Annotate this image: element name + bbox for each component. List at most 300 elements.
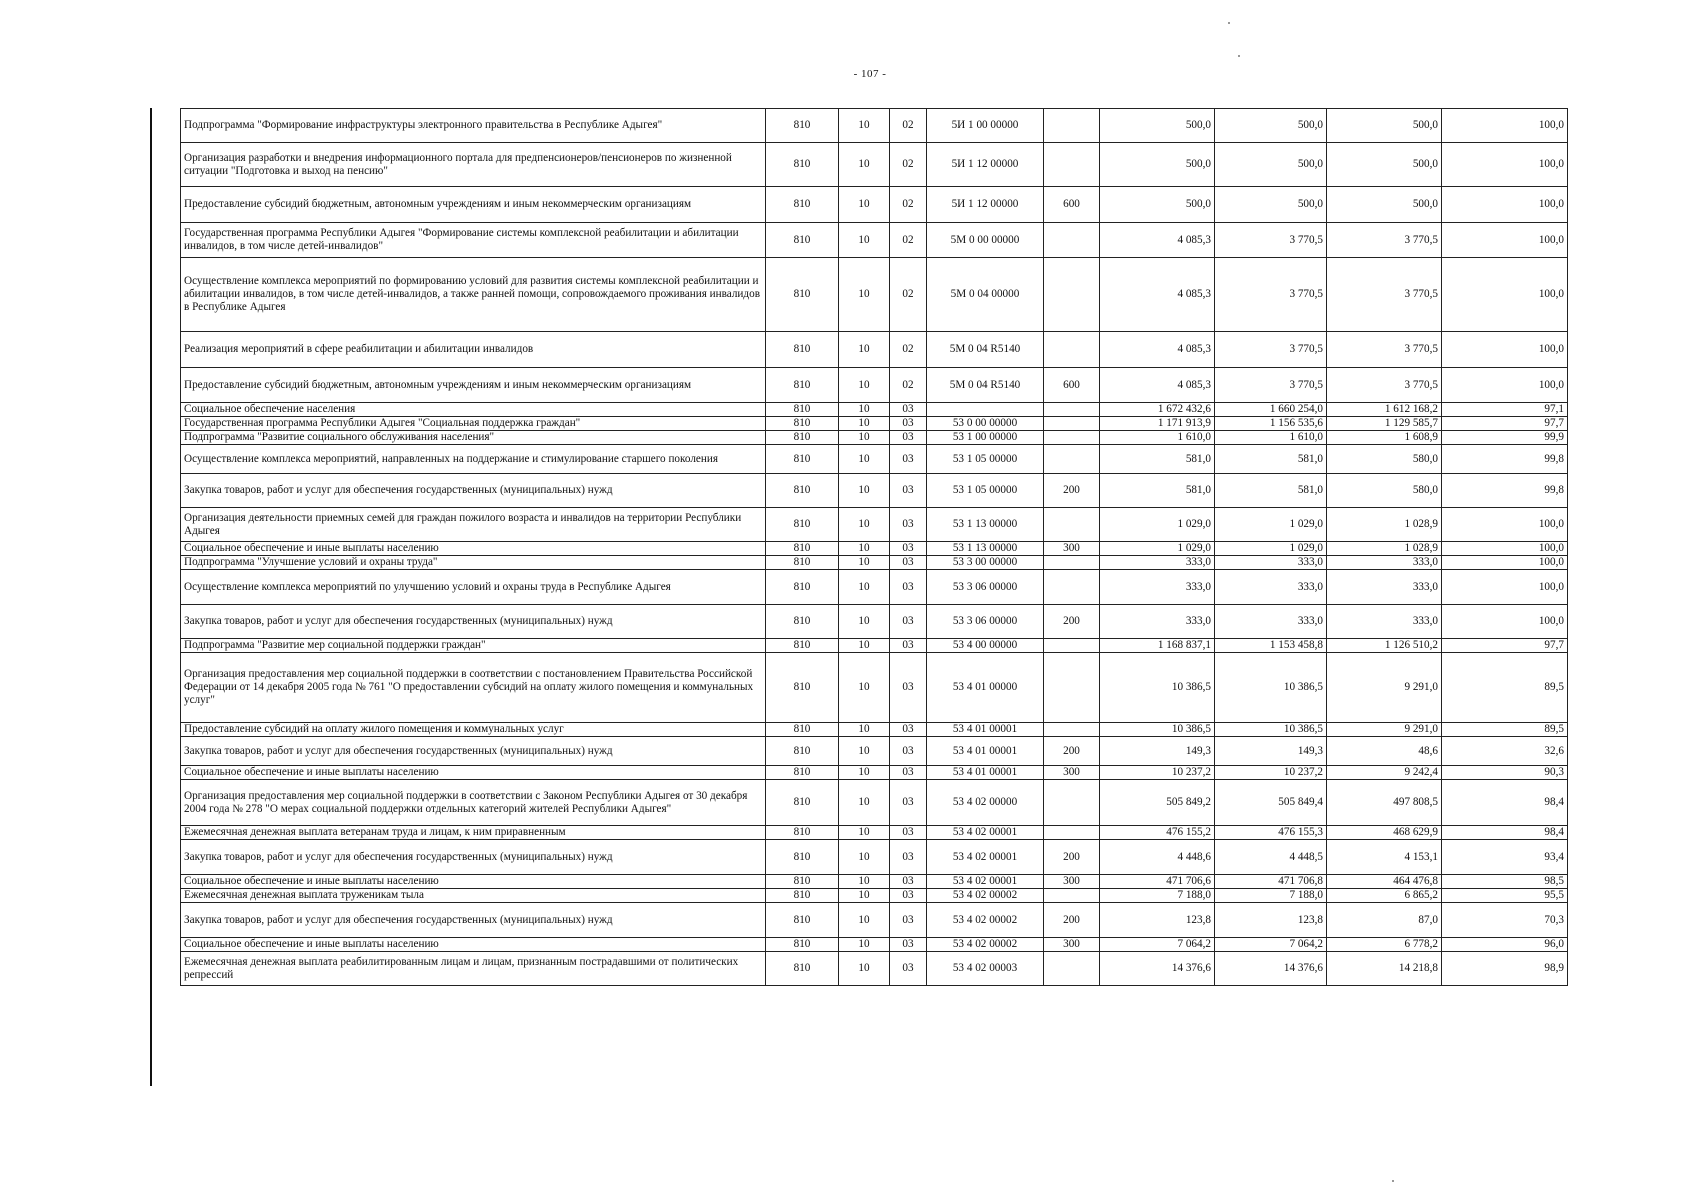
row-subsection-code: 03 xyxy=(890,780,927,826)
row-target-article: 53 4 00 00000 xyxy=(927,639,1044,653)
row-expense-type xyxy=(1044,431,1100,445)
row-ved-code: 810 xyxy=(766,889,839,903)
row-ved-code: 810 xyxy=(766,570,839,605)
row-expense-type xyxy=(1044,508,1100,542)
row-ved-code: 810 xyxy=(766,639,839,653)
table-row xyxy=(181,143,1568,187)
row-execution-percent: 98,5 xyxy=(1442,875,1568,889)
scan-speck xyxy=(1228,22,1230,24)
budget-table xyxy=(180,108,1568,986)
row-expense-type xyxy=(1044,826,1100,840)
row-section-code: 10 xyxy=(839,875,890,889)
row-refined-plan-amount: 1 153 458,8 xyxy=(1215,639,1327,653)
row-name: Предоставление субсидий бюджетным, автономным учреждениям и иным некоммерческим организациям xyxy=(181,368,766,403)
row-plan-amount: 4 085,3 xyxy=(1100,332,1215,368)
row-execution-percent: 100,0 xyxy=(1442,542,1568,556)
row-refined-plan-amount: 14 376,6 xyxy=(1215,952,1327,986)
row-executed-amount: 1 129 585,7 xyxy=(1327,417,1442,431)
row-target-article: 53 1 05 00000 xyxy=(927,474,1044,508)
row-plan-amount: 14 376,6 xyxy=(1100,952,1215,986)
row-refined-plan-amount: 505 849,4 xyxy=(1215,780,1327,826)
row-subsection-code: 03 xyxy=(890,417,927,431)
row-execution-percent: 97,7 xyxy=(1442,417,1568,431)
row-target-article: 53 4 01 00001 xyxy=(927,766,1044,780)
row-ved-code: 810 xyxy=(766,737,839,766)
row-plan-amount: 149,3 xyxy=(1100,737,1215,766)
row-name: Подпрограмма "Формирование инфраструктуры электронного правительства в Республике Адыгея" xyxy=(181,109,766,143)
row-name: Закупка товаров, работ и услуг для обеспечения государственных (муниципальных) нужд xyxy=(181,903,766,938)
row-ved-code: 810 xyxy=(766,223,839,258)
row-target-article: 53 1 05 00000 xyxy=(927,445,1044,474)
table-row xyxy=(181,938,1568,952)
row-name: Подпрограмма "Развитие социального обслуживания населения" xyxy=(181,431,766,445)
row-refined-plan-amount: 3 770,5 xyxy=(1215,223,1327,258)
row-subsection-code: 03 xyxy=(890,542,927,556)
row-executed-amount: 4 153,1 xyxy=(1327,840,1442,875)
row-section-code: 10 xyxy=(839,417,890,431)
row-refined-plan-amount: 3 770,5 xyxy=(1215,368,1327,403)
row-name: Организация деятельности приемных семей для граждан пожилого возраста и инвалидов на территории Республики Адыгея xyxy=(181,508,766,542)
row-execution-percent: 95,5 xyxy=(1442,889,1568,903)
row-subsection-code: 03 xyxy=(890,723,927,737)
row-ved-code: 810 xyxy=(766,723,839,737)
row-execution-percent: 100,0 xyxy=(1442,508,1568,542)
row-target-article: 5И 1 12 00000 xyxy=(927,187,1044,223)
row-executed-amount: 3 770,5 xyxy=(1327,332,1442,368)
row-ved-code: 810 xyxy=(766,332,839,368)
row-name: Социальное обеспечение населения xyxy=(181,403,766,417)
row-name: Реализация мероприятий в сфере реабилитации и абилитации инвалидов xyxy=(181,332,766,368)
row-execution-percent: 97,7 xyxy=(1442,639,1568,653)
row-name: Государственная программа Республики Адыгея "Социальная поддержка граждан" xyxy=(181,417,766,431)
row-refined-plan-amount: 333,0 xyxy=(1215,570,1327,605)
row-expense-type: 200 xyxy=(1044,737,1100,766)
row-subsection-code: 03 xyxy=(890,938,927,952)
row-name: Предоставление субсидий бюджетным, автономным учреждениям и иным некоммерческим организациям xyxy=(181,187,766,223)
row-execution-percent: 99,9 xyxy=(1442,431,1568,445)
row-name: Осуществление комплекса мероприятий по формированию условий для развития системы комплексной реабилитации и абилитации инвалидов, в том числе детей-инвалидов, а также ранней помощи, сопровождаемого проживания инвалидов в Республике Адыгея xyxy=(181,258,766,332)
row-section-code: 10 xyxy=(839,570,890,605)
row-ved-code: 810 xyxy=(766,403,839,417)
row-section-code: 10 xyxy=(839,332,890,368)
row-target-article: 53 4 02 00001 xyxy=(927,826,1044,840)
row-execution-percent: 98,4 xyxy=(1442,826,1568,840)
row-execution-percent: 100,0 xyxy=(1442,368,1568,403)
row-ved-code: 810 xyxy=(766,952,839,986)
row-ved-code: 810 xyxy=(766,431,839,445)
row-section-code: 10 xyxy=(839,556,890,570)
row-expense-type xyxy=(1044,445,1100,474)
row-subsection-code: 02 xyxy=(890,109,927,143)
row-execution-percent: 98,9 xyxy=(1442,952,1568,986)
row-expense-type xyxy=(1044,223,1100,258)
row-expense-type: 600 xyxy=(1044,187,1100,223)
row-target-article: 5М 0 04 00000 xyxy=(927,258,1044,332)
row-ved-code: 810 xyxy=(766,875,839,889)
row-ved-code: 810 xyxy=(766,840,839,875)
row-ved-code: 810 xyxy=(766,605,839,639)
row-refined-plan-amount: 500,0 xyxy=(1215,109,1327,143)
row-name: Ежемесячная денежная выплата ветеранам труда и лицам, к ним приравненным xyxy=(181,826,766,840)
row-ved-code: 810 xyxy=(766,653,839,723)
row-target-article: 5М 0 00 00000 xyxy=(927,223,1044,258)
row-section-code: 10 xyxy=(839,403,890,417)
row-section-code: 10 xyxy=(839,766,890,780)
row-executed-amount: 3 770,5 xyxy=(1327,223,1442,258)
row-executed-amount: 48,6 xyxy=(1327,737,1442,766)
row-refined-plan-amount: 10 386,5 xyxy=(1215,653,1327,723)
row-execution-percent: 89,5 xyxy=(1442,723,1568,737)
row-subsection-code: 03 xyxy=(890,875,927,889)
table-row xyxy=(181,952,1568,986)
row-executed-amount: 500,0 xyxy=(1327,187,1442,223)
row-ved-code: 810 xyxy=(766,417,839,431)
table-row xyxy=(181,368,1568,403)
row-plan-amount: 333,0 xyxy=(1100,570,1215,605)
row-plan-amount: 500,0 xyxy=(1100,143,1215,187)
row-plan-amount: 471 706,6 xyxy=(1100,875,1215,889)
row-target-article: 53 4 02 00000 xyxy=(927,780,1044,826)
row-executed-amount: 1 028,9 xyxy=(1327,542,1442,556)
row-expense-type xyxy=(1044,258,1100,332)
table-row xyxy=(181,556,1568,570)
row-plan-amount: 500,0 xyxy=(1100,109,1215,143)
row-execution-percent: 32,6 xyxy=(1442,737,1568,766)
row-expense-type: 600 xyxy=(1044,368,1100,403)
row-execution-percent: 93,4 xyxy=(1442,840,1568,875)
row-ved-code: 810 xyxy=(766,187,839,223)
row-executed-amount: 497 808,5 xyxy=(1327,780,1442,826)
row-subsection-code: 03 xyxy=(890,952,927,986)
row-expense-type xyxy=(1044,780,1100,826)
row-plan-amount: 4 448,6 xyxy=(1100,840,1215,875)
row-executed-amount: 333,0 xyxy=(1327,605,1442,639)
row-executed-amount: 1 612 168,2 xyxy=(1327,403,1442,417)
row-subsection-code: 03 xyxy=(890,431,927,445)
row-section-code: 10 xyxy=(839,952,890,986)
row-executed-amount: 1 608,9 xyxy=(1327,431,1442,445)
row-name: Предоставление субсидий на оплату жилого помещения и коммунальных услуг xyxy=(181,723,766,737)
row-target-article: 53 0 00 00000 xyxy=(927,417,1044,431)
row-subsection-code: 03 xyxy=(890,766,927,780)
row-expense-type xyxy=(1044,723,1100,737)
row-plan-amount: 1 171 913,9 xyxy=(1100,417,1215,431)
row-target-article: 53 4 02 00001 xyxy=(927,875,1044,889)
scan-speck xyxy=(1238,55,1240,57)
row-target-article: 53 1 00 00000 xyxy=(927,431,1044,445)
row-subsection-code: 03 xyxy=(890,605,927,639)
row-expense-type xyxy=(1044,570,1100,605)
row-plan-amount: 1 610,0 xyxy=(1100,431,1215,445)
row-ved-code: 810 xyxy=(766,474,839,508)
row-refined-plan-amount: 333,0 xyxy=(1215,605,1327,639)
row-execution-percent: 98,4 xyxy=(1442,780,1568,826)
table-row xyxy=(181,223,1568,258)
row-plan-amount: 10 237,2 xyxy=(1100,766,1215,780)
row-name: Подпрограмма "Улучшение условий и охраны труда" xyxy=(181,556,766,570)
row-refined-plan-amount: 3 770,5 xyxy=(1215,258,1327,332)
row-executed-amount: 500,0 xyxy=(1327,109,1442,143)
row-execution-percent: 70,3 xyxy=(1442,903,1568,938)
row-subsection-code: 03 xyxy=(890,508,927,542)
row-subsection-code: 03 xyxy=(890,570,927,605)
row-refined-plan-amount: 471 706,8 xyxy=(1215,875,1327,889)
table-row xyxy=(181,875,1568,889)
row-refined-plan-amount: 149,3 xyxy=(1215,737,1327,766)
row-name: Организация предоставления мер социальной поддержки в соответствии с постановлением Правительства Российской Федерации от 14 декабря 2005 года № 761 "О предоставлении субсидий на оплату жилого помещения и коммунальных услуг" xyxy=(181,653,766,723)
row-name: Государственная программа Республики Адыгея "Формирование системы комплексной реабилитации и абилитации инвалидов, в том числе детей-инвалидов" xyxy=(181,223,766,258)
row-target-article: 53 3 00 00000 xyxy=(927,556,1044,570)
row-execution-percent: 100,0 xyxy=(1442,258,1568,332)
row-refined-plan-amount: 7 188,0 xyxy=(1215,889,1327,903)
row-subsection-code: 03 xyxy=(890,556,927,570)
row-plan-amount: 1 672 432,6 xyxy=(1100,403,1215,417)
row-expense-type xyxy=(1044,143,1100,187)
row-section-code: 10 xyxy=(839,639,890,653)
row-execution-percent: 100,0 xyxy=(1442,570,1568,605)
row-plan-amount: 333,0 xyxy=(1100,605,1215,639)
row-plan-amount: 581,0 xyxy=(1100,445,1215,474)
row-name: Социальное обеспечение и иные выплаты населению xyxy=(181,766,766,780)
row-ved-code: 810 xyxy=(766,109,839,143)
row-refined-plan-amount: 1 029,0 xyxy=(1215,508,1327,542)
row-target-article: 53 4 01 00000 xyxy=(927,653,1044,723)
row-target-article: 53 3 06 00000 xyxy=(927,605,1044,639)
row-name: Закупка товаров, работ и услуг для обеспечения государственных (муниципальных) нужд xyxy=(181,605,766,639)
row-subsection-code: 03 xyxy=(890,840,927,875)
row-plan-amount: 476 155,2 xyxy=(1100,826,1215,840)
table-row xyxy=(181,258,1568,332)
row-execution-percent: 99,8 xyxy=(1442,474,1568,508)
row-refined-plan-amount: 10 237,2 xyxy=(1215,766,1327,780)
row-execution-percent: 100,0 xyxy=(1442,109,1568,143)
row-subsection-code: 02 xyxy=(890,143,927,187)
budget-rows xyxy=(181,109,1568,986)
row-expense-type: 300 xyxy=(1044,938,1100,952)
row-execution-percent: 100,0 xyxy=(1442,556,1568,570)
row-subsection-code: 02 xyxy=(890,258,927,332)
row-refined-plan-amount: 500,0 xyxy=(1215,187,1327,223)
row-target-article: 5И 1 00 00000 xyxy=(927,109,1044,143)
row-plan-amount: 4 085,3 xyxy=(1100,258,1215,332)
row-executed-amount: 580,0 xyxy=(1327,474,1442,508)
row-section-code: 10 xyxy=(839,938,890,952)
row-name: Закупка товаров, работ и услуг для обеспечения государственных (муниципальных) нужд xyxy=(181,840,766,875)
row-refined-plan-amount: 500,0 xyxy=(1215,143,1327,187)
row-expense-type xyxy=(1044,889,1100,903)
table-row xyxy=(181,826,1568,840)
row-target-article: 53 4 01 00001 xyxy=(927,723,1044,737)
scan-speck xyxy=(1392,1180,1394,1182)
row-expense-type xyxy=(1044,403,1100,417)
row-expense-type: 300 xyxy=(1044,542,1100,556)
row-plan-amount: 1 168 837,1 xyxy=(1100,639,1215,653)
row-section-code: 10 xyxy=(839,143,890,187)
row-name: Организация предоставления мер социальной поддержки в соответствии с Законом Республики Адыгея от 30 декабря 2004 года № 278 "О мерах социальной поддержки отдельных категорий жителей Республики Адыгея" xyxy=(181,780,766,826)
row-ved-code: 810 xyxy=(766,368,839,403)
table-row xyxy=(181,445,1568,474)
table-row xyxy=(181,508,1568,542)
row-execution-percent: 97,1 xyxy=(1442,403,1568,417)
row-expense-type: 300 xyxy=(1044,875,1100,889)
row-section-code: 10 xyxy=(839,223,890,258)
table-row xyxy=(181,570,1568,605)
row-subsection-code: 03 xyxy=(890,826,927,840)
row-executed-amount: 6 778,2 xyxy=(1327,938,1442,952)
row-execution-percent: 90,3 xyxy=(1442,766,1568,780)
row-ved-code: 810 xyxy=(766,556,839,570)
row-target-article: 53 4 02 00002 xyxy=(927,889,1044,903)
row-name: Осуществление комплекса мероприятий, направленных на поддержание и стимулирование старшего поколения xyxy=(181,445,766,474)
row-subsection-code: 02 xyxy=(890,368,927,403)
row-expense-type: 200 xyxy=(1044,903,1100,938)
row-section-code: 10 xyxy=(839,780,890,826)
row-plan-amount: 123,8 xyxy=(1100,903,1215,938)
row-execution-percent: 100,0 xyxy=(1442,187,1568,223)
row-refined-plan-amount: 476 155,3 xyxy=(1215,826,1327,840)
row-plan-amount: 505 849,2 xyxy=(1100,780,1215,826)
row-target-article: 53 4 02 00002 xyxy=(927,938,1044,952)
row-expense-type: 300 xyxy=(1044,766,1100,780)
table-row xyxy=(181,403,1568,417)
row-subsection-code: 02 xyxy=(890,332,927,368)
row-name: Социальное обеспечение и иные выплаты населению xyxy=(181,542,766,556)
row-refined-plan-amount: 7 064,2 xyxy=(1215,938,1327,952)
row-name: Закупка товаров, работ и услуг для обеспечения государственных (муниципальных) нужд xyxy=(181,474,766,508)
row-section-code: 10 xyxy=(839,109,890,143)
row-subsection-code: 03 xyxy=(890,474,927,508)
row-refined-plan-amount: 3 770,5 xyxy=(1215,332,1327,368)
table-row xyxy=(181,723,1568,737)
row-executed-amount: 500,0 xyxy=(1327,143,1442,187)
table-row xyxy=(181,109,1568,143)
row-target-article: 53 1 13 00000 xyxy=(927,508,1044,542)
row-target-article xyxy=(927,403,1044,417)
row-name: Подпрограмма "Развитие мер социальной поддержки граждан" xyxy=(181,639,766,653)
table-row xyxy=(181,903,1568,938)
row-name: Ежемесячная денежная выплата реабилитированным лицам и лицам, признанным пострадавшими от политических репрессий xyxy=(181,952,766,986)
row-name: Социальное обеспечение и иные выплаты населению xyxy=(181,875,766,889)
row-refined-plan-amount: 581,0 xyxy=(1215,474,1327,508)
row-target-article: 53 1 13 00000 xyxy=(927,542,1044,556)
row-section-code: 10 xyxy=(839,826,890,840)
row-section-code: 10 xyxy=(839,431,890,445)
row-plan-amount: 7 188,0 xyxy=(1100,889,1215,903)
row-subsection-code: 03 xyxy=(890,653,927,723)
row-executed-amount: 1 126 510,2 xyxy=(1327,639,1442,653)
row-target-article: 53 4 02 00002 xyxy=(927,903,1044,938)
row-section-code: 10 xyxy=(839,187,890,223)
row-subsection-code: 03 xyxy=(890,889,927,903)
row-ved-code: 810 xyxy=(766,903,839,938)
row-name: Организация разработки и внедрения информационного портала для предпенсионеров/пенсионеров по жизненной ситуации "Подготовка и выход на пенсию" xyxy=(181,143,766,187)
row-target-article: 53 4 02 00001 xyxy=(927,840,1044,875)
row-ved-code: 810 xyxy=(766,826,839,840)
row-refined-plan-amount: 581,0 xyxy=(1215,445,1327,474)
row-executed-amount: 14 218,8 xyxy=(1327,952,1442,986)
row-expense-type: 200 xyxy=(1044,474,1100,508)
table-row xyxy=(181,332,1568,368)
row-execution-percent: 100,0 xyxy=(1442,605,1568,639)
table-row xyxy=(181,474,1568,508)
row-target-article: 53 4 01 00001 xyxy=(927,737,1044,766)
row-executed-amount: 1 028,9 xyxy=(1327,508,1442,542)
row-refined-plan-amount: 1 029,0 xyxy=(1215,542,1327,556)
row-section-code: 10 xyxy=(839,903,890,938)
row-target-article: 5М 0 04 R5140 xyxy=(927,368,1044,403)
row-execution-percent: 89,5 xyxy=(1442,653,1568,723)
row-expense-type xyxy=(1044,639,1100,653)
page-number: - 107 - xyxy=(853,68,887,80)
row-refined-plan-amount: 10 386,5 xyxy=(1215,723,1327,737)
row-refined-plan-amount: 1 156 535,6 xyxy=(1215,417,1327,431)
row-plan-amount: 1 029,0 xyxy=(1100,542,1215,556)
row-executed-amount: 468 629,9 xyxy=(1327,826,1442,840)
table-row xyxy=(181,840,1568,875)
row-ved-code: 810 xyxy=(766,766,839,780)
row-section-code: 10 xyxy=(839,508,890,542)
row-subsection-code: 03 xyxy=(890,639,927,653)
row-subsection-code: 03 xyxy=(890,445,927,474)
row-executed-amount: 333,0 xyxy=(1327,556,1442,570)
row-refined-plan-amount: 4 448,5 xyxy=(1215,840,1327,875)
table-row xyxy=(181,737,1568,766)
row-executed-amount: 9 291,0 xyxy=(1327,723,1442,737)
row-ved-code: 810 xyxy=(766,445,839,474)
row-executed-amount: 464 476,8 xyxy=(1327,875,1442,889)
row-section-code: 10 xyxy=(839,474,890,508)
row-executed-amount: 333,0 xyxy=(1327,570,1442,605)
row-subsection-code: 02 xyxy=(890,187,927,223)
table-row xyxy=(181,605,1568,639)
row-name: Осуществление комплекса мероприятий по улучшению условий и охраны труда в Республике Адыгея xyxy=(181,570,766,605)
row-expense-type xyxy=(1044,556,1100,570)
row-refined-plan-amount: 333,0 xyxy=(1215,556,1327,570)
row-subsection-code: 03 xyxy=(890,903,927,938)
row-section-code: 10 xyxy=(839,840,890,875)
row-name: Ежемесячная денежная выплата труженикам тыла xyxy=(181,889,766,903)
row-target-article: 53 4 02 00003 xyxy=(927,952,1044,986)
row-refined-plan-amount: 123,8 xyxy=(1215,903,1327,938)
table-row xyxy=(181,431,1568,445)
row-section-code: 10 xyxy=(839,889,890,903)
row-execution-percent: 99,8 xyxy=(1442,445,1568,474)
row-plan-amount: 1 029,0 xyxy=(1100,508,1215,542)
row-target-article: 5И 1 12 00000 xyxy=(927,143,1044,187)
row-executed-amount: 580,0 xyxy=(1327,445,1442,474)
row-section-code: 10 xyxy=(839,605,890,639)
row-ved-code: 810 xyxy=(766,542,839,556)
row-expense-type xyxy=(1044,332,1100,368)
row-execution-percent: 100,0 xyxy=(1442,332,1568,368)
row-plan-amount: 333,0 xyxy=(1100,556,1215,570)
table-row xyxy=(181,417,1568,431)
row-plan-amount: 581,0 xyxy=(1100,474,1215,508)
row-plan-amount: 10 386,5 xyxy=(1100,723,1215,737)
row-executed-amount: 3 770,5 xyxy=(1327,258,1442,332)
row-expense-type: 200 xyxy=(1044,605,1100,639)
row-plan-amount: 4 085,3 xyxy=(1100,368,1215,403)
row-plan-amount: 4 085,3 xyxy=(1100,223,1215,258)
row-executed-amount: 3 770,5 xyxy=(1327,368,1442,403)
row-subsection-code: 03 xyxy=(890,403,927,417)
row-subsection-code: 02 xyxy=(890,223,927,258)
table-row xyxy=(181,187,1568,223)
row-section-code: 10 xyxy=(839,737,890,766)
row-refined-plan-amount: 1 660 254,0 xyxy=(1215,403,1327,417)
row-section-code: 10 xyxy=(839,542,890,556)
row-section-code: 10 xyxy=(839,368,890,403)
